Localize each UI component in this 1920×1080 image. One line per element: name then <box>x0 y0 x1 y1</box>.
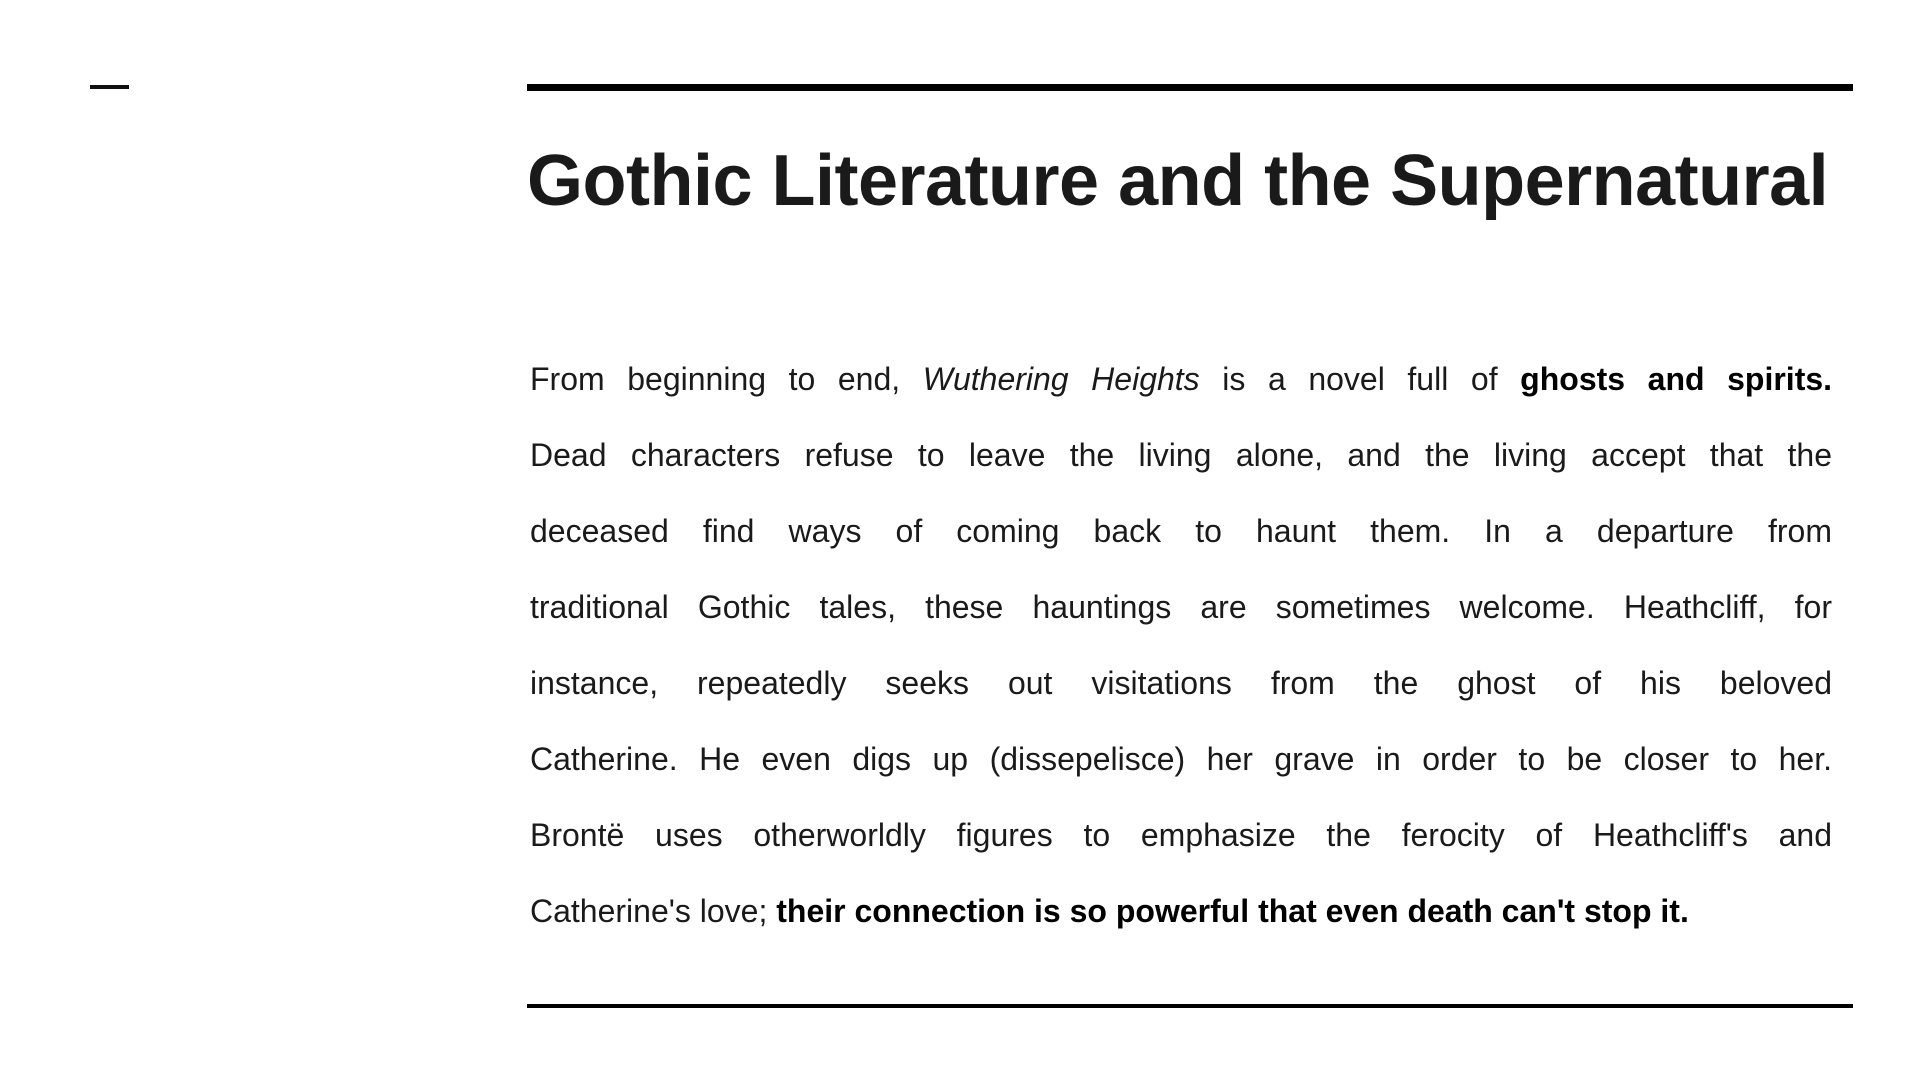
paragraph-line <box>530 580 1832 656</box>
paragraph-line <box>530 884 1832 960</box>
text-segment: Catherine's love; <box>530 893 777 929</box>
text-segment: Dead characters refuse to leave the living alone, and the living accept that the <box>530 437 1832 473</box>
slide-accent-dash <box>90 85 129 89</box>
text-segment: deceased find ways of coming back to haunt them. In a departure from <box>530 513 1832 549</box>
top-rule <box>527 84 1853 91</box>
bold-text: their connection is so powerful that even death can't stop it. <box>776 893 1689 929</box>
paragraph-line <box>530 808 1832 884</box>
paragraph-line <box>530 352 1832 428</box>
text-segment: instance, repeatedly seeks out visitations from the ghost of his beloved <box>530 665 1832 701</box>
paragraph-line <box>530 428 1832 504</box>
text-segment: Brontë uses otherworldly figures to emphasize the ferocity of Heathcliff's and <box>530 817 1832 853</box>
italic-text: Wuthering Heights <box>922 361 1200 397</box>
paragraph-line <box>530 732 1832 808</box>
text-segment: From beginning to end, <box>530 361 923 397</box>
bold-text: ghosts and spirits. <box>1520 361 1833 397</box>
slide-title: Gothic Literature and the Supernatural <box>527 141 1829 221</box>
text-segment: traditional Gothic tales, these hauntings are sometimes welcome. Heathcliff, for <box>530 589 1832 625</box>
paragraph-line <box>530 504 1832 580</box>
slide-body-text <box>530 352 1832 960</box>
paragraph-line <box>530 656 1832 732</box>
text-segment: is a novel full of <box>1199 361 1521 397</box>
bottom-rule <box>527 1004 1853 1008</box>
text-segment: Catherine. He even digs up (dissepelisce) her grave in order to be closer to her. <box>530 741 1832 777</box>
